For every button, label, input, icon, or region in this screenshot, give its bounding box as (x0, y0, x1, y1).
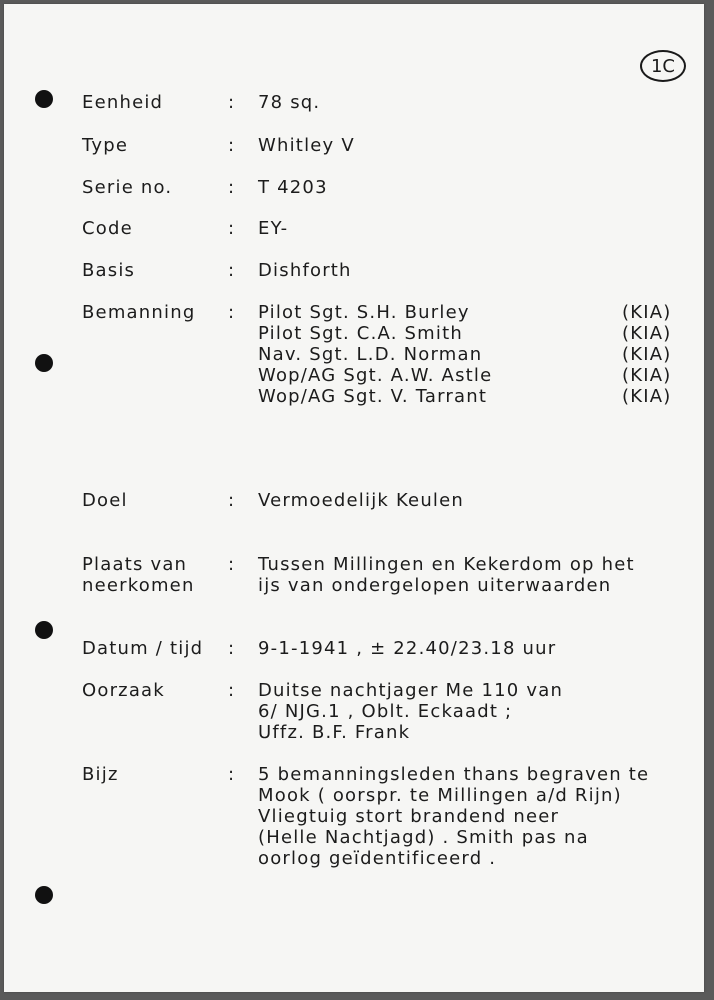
colon-code: : (228, 218, 236, 239)
punch-hole-lower-middle (35, 621, 53, 639)
colon-basis: : (228, 260, 236, 281)
crew-list (258, 302, 492, 407)
value-eenheid: 78 sq. (258, 92, 321, 113)
punch-hole-upper-middle (35, 354, 53, 372)
value-plaats (258, 554, 635, 596)
crew-status: (KIA) (622, 302, 672, 323)
colon-doel: : (228, 490, 236, 511)
page-number-mark (640, 50, 686, 82)
value-bijz-line: oorlog geïdentificeerd . (258, 848, 497, 869)
value-oorzaak-line: Uffz. B.F. Frank (258, 722, 411, 743)
value-serie: T 4203 (258, 177, 328, 198)
crew-status: (KIA) (622, 344, 672, 365)
label-oorzaak: Oorzaak (82, 680, 165, 701)
label-plaats-line: Plaats van (82, 554, 188, 575)
label-type: Type (82, 135, 129, 156)
label-plaats-line: neerkomen (82, 575, 195, 596)
colon-type: : (228, 135, 236, 156)
colon-bijz: : (228, 764, 236, 785)
value-datum: 9-1-1941 , ± 22.40/23.18 uur (258, 638, 557, 659)
crew-member: Pilot Sgt. C.A. Smith (258, 323, 463, 344)
label-datum: Datum / tijd (82, 638, 204, 659)
crew-member: Pilot Sgt. S.H. Burley (258, 302, 470, 323)
crew-status: (KIA) (622, 365, 672, 386)
crew-member: Wop/AG Sgt. V. Tarrant (258, 386, 488, 407)
crew-status: (KIA) (622, 323, 672, 344)
label-eenheid: Eenheid (82, 92, 164, 113)
value-plaats-line: Tussen Millingen en Kekerdom op het (258, 554, 635, 575)
value-basis: Dishforth (258, 260, 352, 281)
colon-eenheid: : (228, 92, 236, 113)
value-bijz-line: 5 bemanningsleden thans begraven te (258, 764, 650, 785)
colon-oorzaak: : (228, 680, 236, 701)
punch-hole-bottom (35, 886, 53, 904)
colon-serie: : (228, 177, 236, 198)
label-serie: Serie no. (82, 177, 173, 198)
crew-member: Wop/AG Sgt. A.W. Astle (258, 365, 493, 386)
value-bijz-line: Vliegtuig stort brandend neer (258, 806, 560, 827)
label-bemanning: Bemanning (82, 302, 196, 323)
label-bijz: Bijz (82, 764, 119, 785)
value-plaats-line: ijs van ondergelopen uiterwaarden (258, 575, 612, 596)
document-sheet (4, 4, 704, 992)
label-plaats (82, 554, 195, 596)
value-bijz-line: (Helle Nachtjagd) . Smith pas na (258, 827, 589, 848)
page-number-text: 1C (650, 55, 676, 77)
punch-hole-top (35, 90, 53, 108)
crew-status-list (622, 302, 671, 407)
label-basis: Basis (82, 260, 136, 281)
value-oorzaak (258, 680, 563, 743)
value-type: Whitley V (258, 135, 355, 156)
value-oorzaak-line: Duitse nachtjager Me 110 van (258, 680, 564, 701)
label-code: Code (82, 218, 133, 239)
colon-bemanning: : (228, 302, 236, 323)
value-doel: Vermoedelijk Keulen (258, 490, 465, 511)
colon-plaats: : (228, 554, 236, 575)
value-oorzaak-line: 6/ NJG.1 , Oblt. Eckaadt ; (258, 701, 513, 722)
crew-status: (KIA) (622, 386, 672, 407)
value-code: EY- (258, 218, 289, 239)
colon-datum: : (228, 638, 236, 659)
value-bijz (258, 764, 649, 869)
label-doel: Doel (82, 490, 128, 511)
crew-member: Nav. Sgt. L.D. Norman (258, 344, 483, 365)
value-bijz-line: Mook ( oorspr. te Millingen a/d Rijn) (258, 785, 622, 806)
